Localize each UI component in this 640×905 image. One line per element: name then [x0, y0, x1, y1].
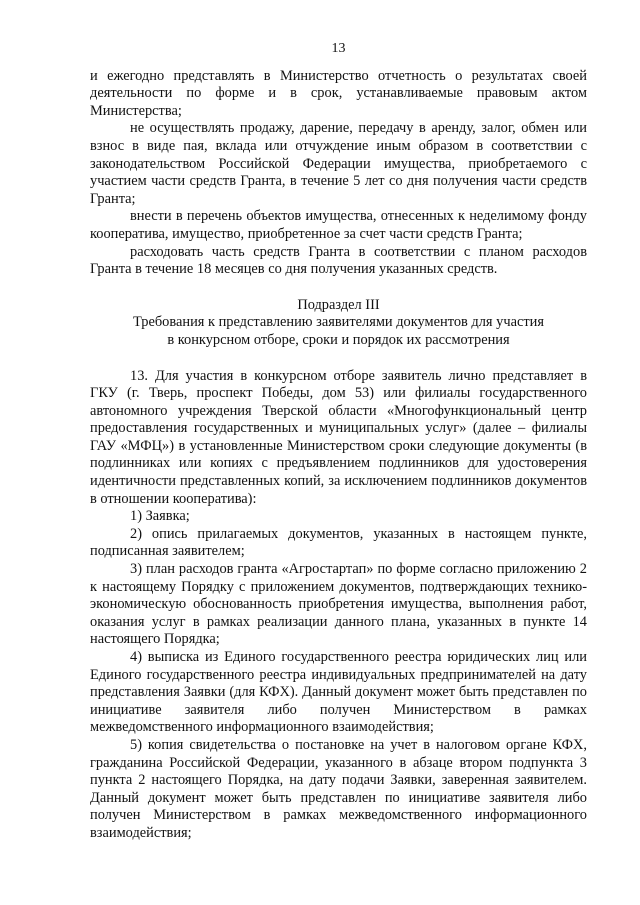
list-item-5: 5) копия свидетельства о постановке на учет в налоговом органе КФХ, гражданина Российской Федерации, указанного в абзаце втором подпункта 3 пункта 2 настоящего Порядка, на дату подачи Заявки, заверенная заявителем. Данный документ может быть представлен по инициативе заявителя либо получен Министерством в рамках межведомственного информационного взаимодействия; [90, 736, 587, 841]
subsection-title-line-1: Требования к представлению заявителями документов для участия [133, 314, 544, 331]
intro-paragraph-3: внести в перечень объектов имущества, отнесенных к неделимому фонду кооператива, имущество, приобретенное за счет части средств Гранта; [90, 208, 587, 242]
intro-paragraph-1: и ежегодно представлять в Министерство отчетность о результатах своей деятельности по форме и в срок, устанавливаемые правовым актом Министерства; [90, 67, 587, 119]
list-item-1: 1) Заявка; [130, 508, 190, 525]
subsection-title-line-2: в конкурсном отборе, сроки и порядок их рассмотрения [167, 331, 510, 348]
list-item-4: 4) выписка из Единого государственного реестра юридических лиц или Единого государственного реестра индивидуальных предпринимателей на дату представления Заявки (для КФХ). Данный документ может быть представлен по инициативе заявителя либо получен Министерством в рамках межведомственного информационного взаимодействия; [90, 649, 587, 736]
document-page [90, 40, 587, 843]
list-item-3: 3) план расходов гранта «Агростартап» по форме согласно приложению 2 к настоящему Порядку с приложением документов, подтверждающих технико-экономическую обоснованность приобретения имущества, выполнения работ, оказания услуг в рамках реализации данного плана, указанных в пункте 14 настоящего Порядка; [90, 561, 587, 648]
page-number: 13 [331, 41, 346, 56]
clause-13-paragraph: 13. Для участия в конкурсном отборе заявитель лично представляет в ГКУ (г. Тверь, проспект Победы, дом 53) или филиалы государственного автономного учреждения Тверской области «Многофункциональный центр предоставления государственных и муниципальных услуг» (далее – филиалы ГАУ «МФЦ») в установленные Министерством сроки следующие документы (в подлинниках или копиях с предъявлением подлинников для удостоверения идентичности представленных копий, за исключением подлинников документов в отношении кооператива): [90, 367, 587, 507]
intro-paragraph-4: расходовать часть средств Гранта в соответствии с планом расходов Гранта в течение 18 месяцев со дня получения указанных средств. [90, 243, 587, 278]
subsection-label: Подраздел III [297, 296, 380, 313]
list-item-2: 2) опись прилагаемых документов, указанных в настоящем пункте, подписанная заявителем; [90, 525, 587, 560]
intro-paragraph-2: не осуществлять продажу, дарение, передачу в аренду, залог, обмен или взнос в виде пая, вклада или отчуждение иным образом в соответствии с законодательством Российской Федерации имущества, приобретаемого с участием части средств Гранта, в течение 5 лет со дня получения части средств Гранта; [90, 120, 587, 207]
